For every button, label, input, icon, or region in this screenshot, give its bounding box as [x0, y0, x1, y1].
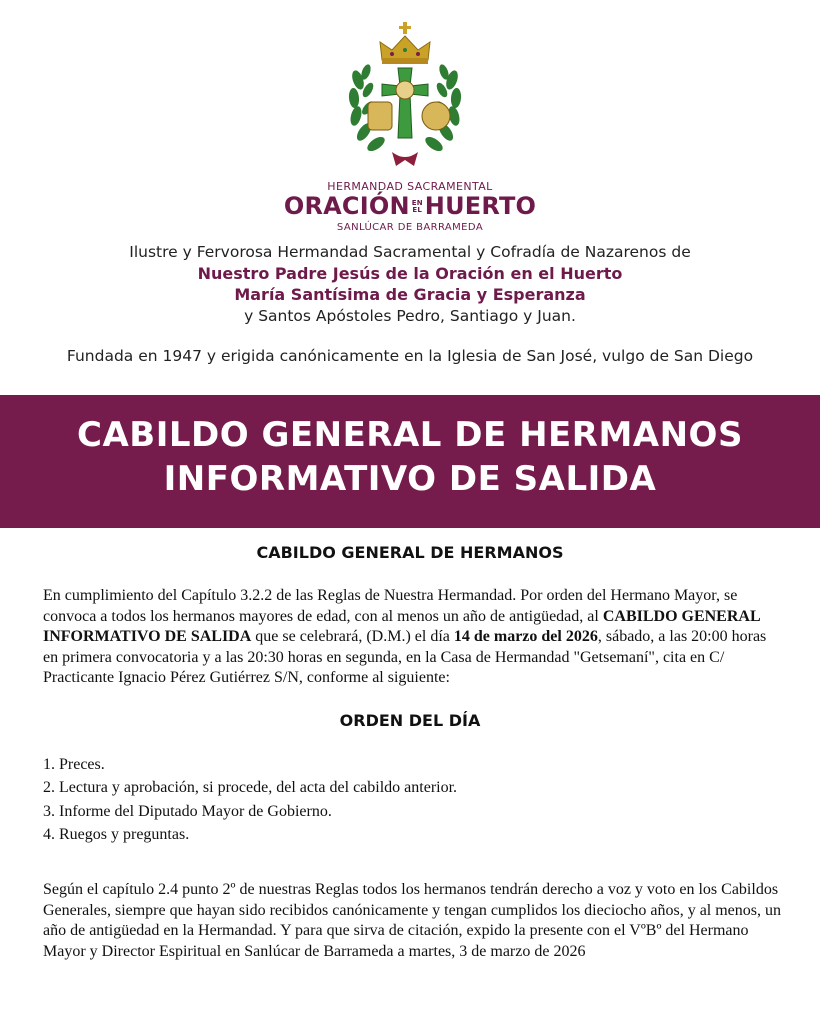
title-banner	[0, 395, 820, 528]
list-item: 3. Informe del Diputado Mayor de Gobierno.	[43, 802, 332, 820]
p1-text-b: que se celebrará, (D.M.) el día	[251, 628, 454, 645]
brand-bottom-text: SANLÚCAR DE BARRAMEDA	[336, 222, 484, 233]
intro-line-3: María Santísima de Gracia y Esperanza	[234, 285, 586, 304]
orden-title: ORDEN DEL DÍA	[339, 711, 481, 730]
intro-line-4: y Santos Apóstoles Pedro, Santiago y Juan.	[244, 307, 576, 325]
orden-list	[43, 753, 783, 847]
convocation-paragraph	[43, 586, 783, 689]
rights-paragraph: Según el capítulo 2.4 punto 2º de nuestras Reglas todos los hermanos tendrán derecho a voz y voto en los Cabildos Generales, siempre que hayan sido recibidos canónicamente y tengan cumplidos los dieciocho años, y al menos, un año de antigüedad en la Hermandad. Y para que sirva de citación, expido la presente con el VºBº del Hermano Mayor y Director Espiritual en Sanlúcar de Barrameda a martes, 3 de marzo de 2026	[43, 881, 782, 960]
banner-title-line-2: INFORMATIVO DE SALIDA	[163, 459, 657, 499]
brand-main-small	[412, 200, 423, 214]
list-item: 4. Ruegos y preguntas.	[43, 826, 190, 844]
section-title: CABILDO GENERAL DE HERMANOS	[256, 543, 564, 562]
brand-small-bottom: EL	[412, 206, 423, 214]
intro-line-1: Ilustre y Fervorosa Hermandad Sacramental y Cofradía de Nazarenos de	[129, 243, 691, 261]
list-item: 1. Preces.	[43, 756, 105, 773]
brand-name	[0, 192, 820, 220]
founded-text: Fundada en 1947 y erigida canónicamente en la Iglesia de San José, vulgo de San Diego	[66, 347, 754, 365]
brand-top-text: HERMANDAD SACRAMENTAL	[327, 180, 493, 193]
p1-bold-event: CABILDO GENERAL INFORMATIVO DE SALIDA	[43, 607, 760, 645]
intro-line-2: Nuestro Padre Jesús de la Oración en el Huerto	[197, 264, 623, 283]
p1-bold-date: 14 de marzo del 2026	[453, 628, 598, 645]
p1-text-a: En cumplimiento del Capítulo 3.2.2 de las Reglas de Nuestra Hermandad. Por orden del Hermano Mayor, se convoca a todos los hermanos mayores de edad, con al menos un año de antigüedad, al	[43, 587, 738, 625]
p1-text-c: , sábado, a las 20:00 horas en primera convocatoria y a las 20:30 horas en segunda, en la Casa de Hermandad "Getsemaní", cita en C/ Practicante Ignacio Pérez Gutiérrez S/N, conforme al siguiente:	[43, 628, 767, 686]
banner-title-line-1: CABILDO GENERAL DE HERMANOS	[77, 415, 743, 455]
list-item: 2. Lectura y aprobación, si procede, del acta del cabildo anterior.	[43, 779, 458, 797]
brand-main-left: ORACIÓN	[283, 192, 410, 220]
brand-main-right: HUERTO	[424, 192, 537, 220]
crest-icon	[340, 20, 470, 175]
brand-small-top: EN	[411, 199, 423, 207]
